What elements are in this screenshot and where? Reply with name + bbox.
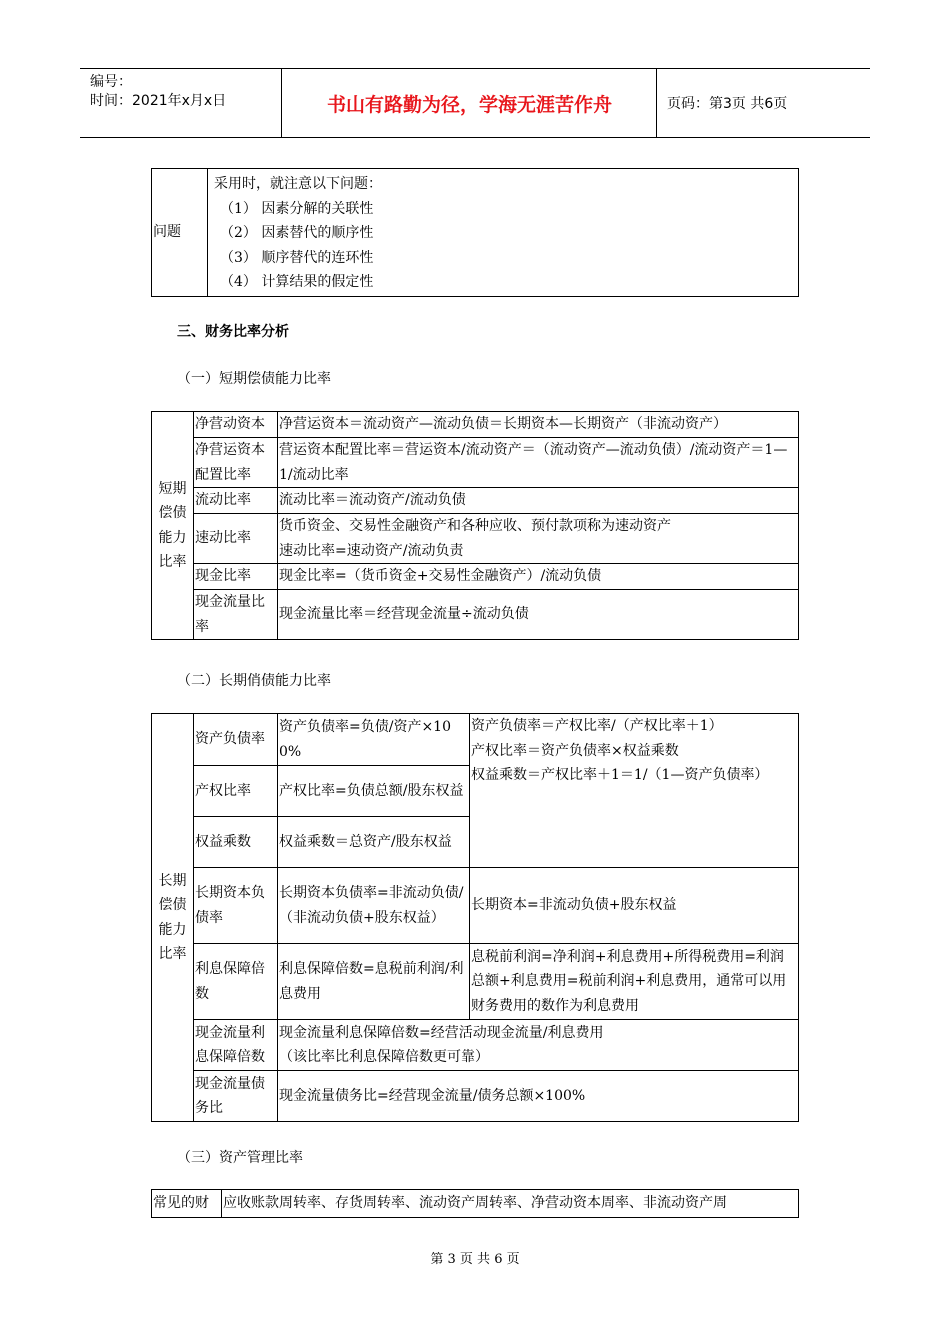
shared-note-line: 产权比率＝资产负债率×权益乘数 (471, 742, 679, 759)
problem-line: 采用时，就注意以下问题： (214, 176, 382, 192)
row-formula-line: （该比率比利息保障倍数更可靠） (279, 1049, 489, 1065)
row-formula: 现金流量债务比=经营现金流量/债务总额×100% (278, 1071, 799, 1122)
row-name: 现金流量比率 (194, 590, 278, 640)
row-formula: 利息保障倍数=息税前利润/利息费用 (278, 944, 470, 1020)
row-content: 营运资本配置比率＝营运资本/流动资产＝（流动资产—流动负债）/流动资产＝1—1/流动比率 (278, 438, 799, 488)
page-footer: 第 3 页 共 6 页 (430, 1252, 520, 1267)
row-formula-line: 现金流量利息保障倍数=经营活动现金流量/利息费用 (279, 1024, 604, 1041)
header-page-label: 页码：第3页 共6页 (667, 96, 788, 112)
row-content: 现金比率=（货币资金+交易性金融资产）/流动负债 (278, 564, 799, 590)
row-content-line: 货币资金、交易性金融资产和各种应收、预付款项称为速动资产 (279, 518, 671, 534)
long-term-table (151, 713, 799, 1122)
subsection-title-asset-mgmt: （三）资产管理比率 (177, 1150, 303, 1166)
row-content: 现金流量比率＝经营现金流量÷流动负债 (278, 590, 799, 640)
row-content: 净营运资本＝流动资产—流动负债＝长期资本—长期资产（非流动资产） (278, 412, 799, 438)
row-name: 净营运资本配置比率 (194, 438, 278, 488)
row-name: 长期资本负债率 (194, 868, 278, 944)
row-formula: 权益乘数＝总资产/股东权益 (278, 817, 470, 868)
row-content: 流动比率＝流动资产/流动负债 (278, 488, 799, 514)
row-name: 速动比率 (194, 514, 278, 564)
problem-line: （1） 因素分解的关联性 (220, 200, 374, 217)
row-formula (278, 1020, 799, 1071)
row-name: 净营动资本 (194, 412, 278, 438)
row-name: 现金比率 (194, 564, 278, 590)
problem-line: （2） 因素替代的顺序性 (220, 225, 374, 241)
section-title: 三、财务比率分析 (177, 324, 289, 340)
row-name: 现金流量债务比 (194, 1071, 278, 1122)
row-name: 权益乘数 (194, 817, 278, 868)
row-note: 息税前利润=净利润+利息费用+所得税费用=利润总额+利息费用=税前利润+利息费用，通常可以用财务费用的数作为利息费用 (470, 944, 799, 1020)
row-name: 流动比率 (194, 488, 278, 514)
shared-note (470, 714, 799, 868)
row-name: 资产负债率 (194, 714, 278, 766)
number-label: 编号： (90, 74, 132, 90)
shared-note-line: 权益乘数＝产权比率＋1＝1/（1—资产负债率） (471, 767, 769, 783)
problem-line: （4） 计算结果的假定性 (220, 274, 374, 290)
short-term-table (151, 411, 799, 640)
row-name: 利息保障倍数 (194, 944, 278, 1020)
date-label: 时间：2021年x月x日 (90, 93, 227, 109)
asset-mgmt-table (151, 1189, 799, 1218)
problem-line: （3） 顺序替代的连环性 (220, 249, 374, 266)
problem-table (151, 168, 799, 297)
asset-mgmt-content: 应收账款周转率、存货周转率、流动资产周转率、净营动资本周率、非流动资产周 (222, 1190, 799, 1218)
row-name: 产权比率 (194, 766, 278, 817)
problem-content (208, 169, 799, 297)
subsection-title-long-term: （二）长期俏债能力比率 (177, 673, 331, 689)
subsection-title-short-term: （一）短期偿债能力比率 (177, 371, 331, 387)
asset-mgmt-label: 常见的财 (152, 1190, 222, 1218)
header-slogan: 书山有路勤为径，学海无涯苦作舟 (283, 69, 657, 137)
row-name: 现金流量利息保障倍数 (194, 1020, 278, 1071)
row-formula: 资产负债率=负债/资产×100% (278, 714, 470, 766)
shared-note-line: 资产负债率＝产权比率/（产权比率＋1） (471, 718, 723, 734)
row-content-line: 速动比率=速动资产/流动负责 (279, 542, 464, 559)
row-content (278, 514, 799, 564)
short-term-group-label: 短期偿债能力比率 (152, 412, 194, 640)
row-formula: 长期资本负债率=非流动负债/（非流动负债+股东权益） (278, 868, 470, 944)
row-note: 长期资本=非流动负债+股东权益 (470, 868, 799, 944)
problem-label: 问题 (152, 169, 208, 297)
page-header (80, 68, 870, 138)
row-formula: 产权比率=负债总额/股东权益 (278, 766, 470, 817)
header-meta (80, 69, 282, 137)
long-term-group-label: 长期偿债能力比率 (152, 714, 194, 1122)
